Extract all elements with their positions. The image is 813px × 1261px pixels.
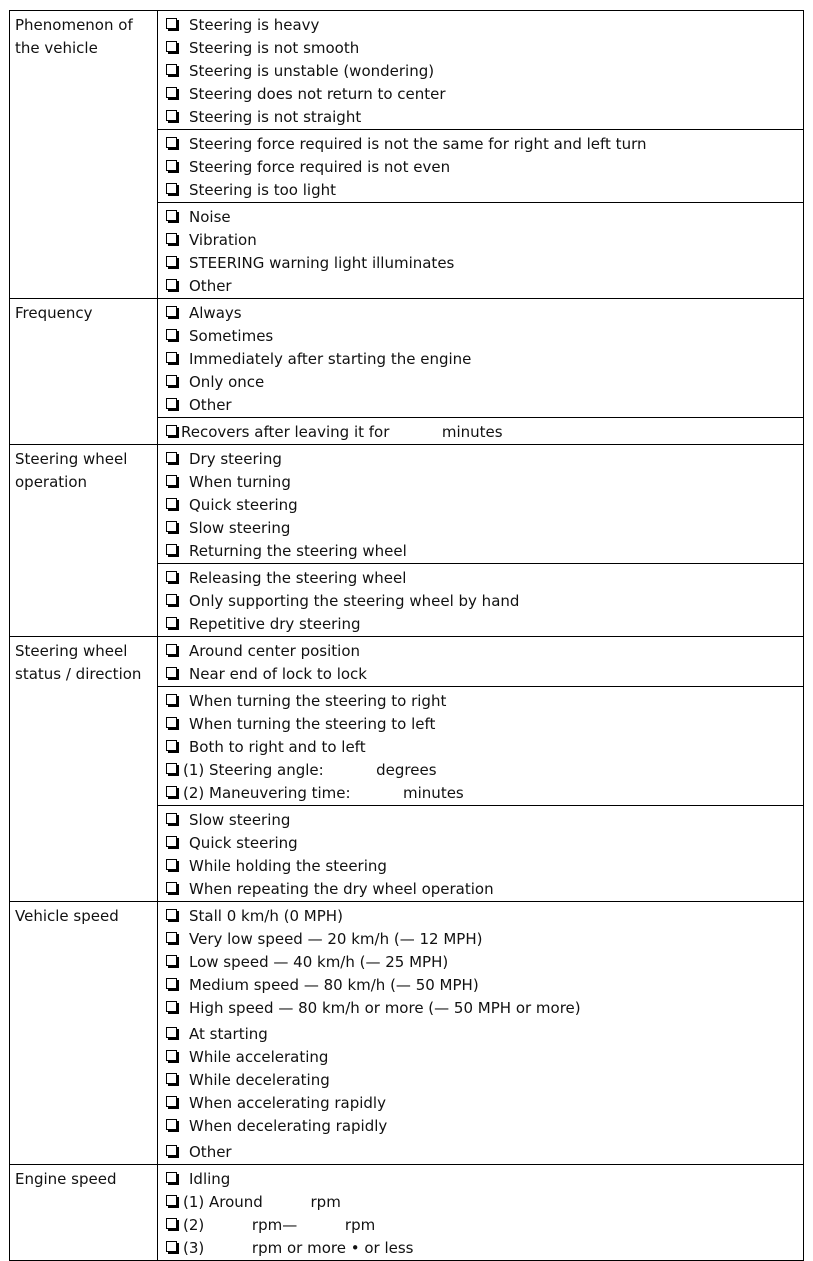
option-label: Steering is not smooth	[189, 38, 360, 57]
checkbox-option[interactable]	[166, 927, 803, 950]
section-label: Vehicle speed	[10, 902, 158, 1164]
checkbox-icon[interactable]	[166, 1001, 177, 1012]
checkbox-icon[interactable]	[166, 1145, 177, 1156]
option-label: Noise	[189, 207, 231, 226]
checkbox-option[interactable]	[166, 539, 803, 562]
option-label: Vibration	[189, 230, 257, 249]
option-label: While holding the steering	[189, 856, 387, 875]
option-label: Recovers after leaving it for minutes	[181, 422, 503, 441]
option-label: Other	[189, 1142, 232, 1161]
checkbox-option[interactable]	[166, 420, 803, 443]
checkbox-option[interactable]	[166, 973, 803, 996]
checkbox-option[interactable]	[166, 470, 803, 493]
option-group	[158, 563, 803, 636]
checkbox-icon[interactable]	[166, 955, 177, 966]
checkbox-icon[interactable]	[166, 352, 177, 363]
checkbox-icon[interactable]	[166, 256, 177, 267]
checkbox-option[interactable]	[166, 301, 803, 324]
option-label: Low speed — 40 km/h (— 25 MPH)	[189, 952, 449, 971]
checkbox-icon[interactable]	[166, 210, 177, 221]
checkbox-icon[interactable]	[166, 786, 177, 797]
section-vehicle-speed	[10, 901, 803, 1164]
checkbox-icon[interactable]	[166, 571, 177, 582]
checkbox-option[interactable]	[166, 228, 803, 251]
option-label: Steering is too light	[189, 180, 336, 199]
options-column	[158, 11, 803, 298]
checkbox-icon[interactable]	[166, 932, 177, 943]
option-label: When decelerating rapidly	[189, 1116, 388, 1135]
checkbox-icon[interactable]	[166, 1096, 177, 1107]
checkbox-icon[interactable]	[166, 836, 177, 847]
checkbox-icon[interactable]	[166, 41, 177, 52]
option-group	[158, 299, 803, 417]
option-label: (1) Steering angle: degrees	[183, 760, 437, 779]
checkbox-icon[interactable]	[166, 594, 177, 605]
checklist-table	[9, 10, 804, 1261]
checkbox-icon[interactable]	[166, 375, 177, 386]
checkbox-icon[interactable]	[166, 1050, 177, 1061]
option-group	[158, 902, 803, 1164]
checkbox-option[interactable]	[166, 854, 803, 877]
checkbox-icon[interactable]	[166, 64, 177, 75]
checkbox-option[interactable]	[166, 251, 803, 274]
checkbox-icon[interactable]	[166, 1195, 177, 1206]
option-label: Only once	[189, 372, 265, 391]
option-label: Both to right and to left	[189, 737, 366, 756]
option-label: Near end of lock to lock	[189, 664, 367, 683]
checkbox-option[interactable]	[166, 178, 803, 201]
checkbox-icon[interactable]	[166, 859, 177, 870]
option-label: (2) rpm— rpm	[183, 1215, 376, 1234]
option-group	[158, 11, 803, 129]
option-label: When accelerating rapidly	[189, 1093, 386, 1112]
checkbox-icon[interactable]	[166, 644, 177, 655]
option-group	[158, 445, 803, 563]
options-column	[158, 299, 803, 444]
option-label: When repeating the dry wheel operation	[189, 879, 494, 898]
section-frequency	[10, 298, 803, 444]
checkbox-option[interactable]	[166, 712, 803, 735]
checkbox-option[interactable]	[166, 808, 803, 831]
option-label: When turning the steering to left	[189, 714, 436, 733]
checkbox-icon[interactable]	[166, 475, 177, 486]
section-label: Steering wheel operation	[10, 445, 158, 636]
checkbox-icon[interactable]	[166, 909, 177, 920]
checkbox-option[interactable]	[166, 1114, 803, 1137]
checkbox-icon[interactable]	[166, 717, 177, 728]
options-column	[158, 637, 803, 901]
checkbox-icon[interactable]	[166, 137, 177, 148]
section-wheel-operation	[10, 444, 803, 636]
checkbox-option[interactable]	[166, 566, 803, 589]
checkbox-icon[interactable]	[166, 544, 177, 555]
checkbox-option[interactable]	[166, 13, 803, 36]
option-label: When turning the steering to right	[189, 691, 447, 710]
checkbox-option[interactable]	[166, 1236, 803, 1259]
checkbox-option[interactable]	[166, 493, 803, 516]
checkbox-icon[interactable]	[166, 160, 177, 171]
checkbox-icon[interactable]	[166, 279, 177, 290]
checkbox-icon[interactable]	[166, 87, 177, 98]
checkbox-icon[interactable]	[166, 1027, 177, 1038]
checkbox-option[interactable]	[166, 950, 803, 973]
option-label: (3) rpm or more • or less	[183, 1238, 414, 1257]
option-label: High speed — 80 km/h or more (— 50 MPH or more)	[189, 998, 581, 1017]
checkbox-icon[interactable]	[166, 1218, 177, 1229]
option-label: Very low speed — 20 km/h (— 12 MPH)	[189, 929, 483, 948]
checkbox-icon[interactable]	[166, 1073, 177, 1084]
checkbox-option[interactable]	[166, 689, 803, 712]
checkbox-option[interactable]	[166, 904, 803, 927]
checkbox-icon[interactable]	[166, 18, 177, 29]
option-label: Repetitive dry steering	[189, 614, 361, 633]
options-column	[158, 1165, 803, 1260]
checkbox-option[interactable]	[166, 155, 803, 178]
checkbox-option[interactable]	[166, 612, 803, 635]
option-group	[158, 129, 803, 202]
option-label: Dry steering	[189, 449, 282, 468]
option-label: Stall 0 km/h (0 MPH)	[189, 906, 343, 925]
checkbox-icon[interactable]	[166, 740, 177, 751]
option-group	[158, 1165, 803, 1260]
checkbox-option[interactable]	[166, 447, 803, 470]
option-label: Steering is unstable (wondering)	[189, 61, 435, 80]
checkbox-option[interactable]	[166, 781, 803, 804]
option-label: Returning the steering wheel	[189, 541, 407, 560]
options-column	[158, 445, 803, 636]
option-group	[158, 202, 803, 298]
option-label: Only supporting the steering wheel by hand	[189, 591, 520, 610]
checkbox-icon[interactable]	[166, 1172, 177, 1183]
checkbox-icon[interactable]	[166, 110, 177, 121]
option-group	[158, 417, 803, 444]
option-label: Quick steering	[189, 833, 298, 852]
option-label: Steering is heavy	[189, 15, 320, 34]
checkbox-option[interactable]	[166, 82, 803, 105]
checkbox-option[interactable]	[166, 1045, 803, 1068]
option-label: Slow steering	[189, 810, 291, 829]
checkbox-icon[interactable]	[166, 425, 177, 436]
checkbox-option[interactable]	[166, 1190, 803, 1213]
checkbox-icon[interactable]	[166, 329, 177, 340]
option-label: Releasing the steering wheel	[189, 568, 407, 587]
checkbox-option[interactable]	[166, 831, 803, 854]
checkbox-icon[interactable]	[166, 233, 177, 244]
checkbox-icon[interactable]	[166, 1241, 177, 1252]
option-label: When turning	[189, 472, 291, 491]
checkbox-option[interactable]	[166, 1167, 803, 1190]
option-label: While accelerating	[189, 1047, 329, 1066]
option-label: Steering is not straight	[189, 107, 362, 126]
option-label: Idling	[189, 1169, 231, 1188]
option-label: Quick steering	[189, 495, 298, 514]
checkbox-icon[interactable]	[166, 882, 177, 893]
checkbox-option[interactable]	[166, 1140, 803, 1163]
option-label: Steering does not return to center	[189, 84, 446, 103]
checkbox-option[interactable]	[166, 59, 803, 82]
checkbox-option[interactable]	[166, 662, 803, 685]
option-label: STEERING warning light illuminates	[189, 253, 455, 272]
checkbox-option[interactable]	[166, 324, 803, 347]
checkbox-icon[interactable]	[166, 694, 177, 705]
section-label: Phenomenon of the vehicle	[10, 11, 158, 298]
option-label: (1) Around rpm	[183, 1192, 341, 1211]
section-phenomenon	[10, 11, 803, 298]
checkbox-option[interactable]	[166, 1022, 803, 1045]
checkbox-icon[interactable]	[166, 813, 177, 824]
checkbox-option[interactable]	[166, 1091, 803, 1114]
option-label: Slow steering	[189, 518, 291, 537]
section-label: Frequency	[10, 299, 158, 444]
checkbox-icon[interactable]	[166, 667, 177, 678]
checkbox-option[interactable]	[166, 1068, 803, 1091]
checkbox-icon[interactable]	[166, 452, 177, 463]
checkbox-icon[interactable]	[166, 398, 177, 409]
option-label: While decelerating	[189, 1070, 330, 1089]
checkbox-icon[interactable]	[166, 1119, 177, 1130]
checkbox-option[interactable]	[166, 105, 803, 128]
option-group	[158, 686, 803, 805]
option-label: At starting	[189, 1024, 268, 1043]
checkbox-option[interactable]	[166, 36, 803, 59]
checkbox-icon[interactable]	[166, 617, 177, 628]
option-label: Always	[189, 303, 242, 322]
option-group	[158, 805, 803, 901]
checkbox-option[interactable]	[166, 274, 803, 297]
checkbox-option[interactable]	[166, 205, 803, 228]
option-label: Steering force required is not even	[189, 157, 451, 176]
option-label: Around center position	[189, 641, 361, 660]
section-label: Engine speed	[10, 1165, 158, 1260]
option-label: Sometimes	[189, 326, 274, 345]
checkbox-option[interactable]	[166, 370, 803, 393]
checkbox-icon[interactable]	[166, 978, 177, 989]
option-label: Other	[189, 276, 232, 295]
option-label: (2) Maneuvering time: minutes	[183, 783, 464, 802]
option-group	[158, 637, 803, 686]
checkbox-icon[interactable]	[166, 183, 177, 194]
checkbox-option[interactable]	[166, 639, 803, 662]
option-label: Medium speed — 80 km/h (— 50 MPH)	[189, 975, 479, 994]
checkbox-option[interactable]	[166, 132, 803, 155]
checkbox-option[interactable]	[166, 393, 803, 416]
checkbox-option[interactable]	[166, 589, 803, 612]
option-label: Immediately after starting the engine	[189, 349, 472, 368]
checkbox-option[interactable]	[166, 996, 803, 1019]
checkbox-option[interactable]	[166, 758, 803, 781]
checkbox-icon[interactable]	[166, 306, 177, 317]
checkbox-option[interactable]	[166, 516, 803, 539]
checkbox-icon[interactable]	[166, 521, 177, 532]
checkbox-option[interactable]	[166, 877, 803, 900]
checkbox-option[interactable]	[166, 735, 803, 758]
option-label: Steering force required is not the same for right and left turn	[189, 134, 647, 153]
checkbox-option[interactable]	[166, 1213, 803, 1236]
checkbox-option[interactable]	[166, 347, 803, 370]
section-engine-speed	[10, 1164, 803, 1260]
option-label: Other	[189, 395, 232, 414]
checkbox-icon[interactable]	[166, 763, 177, 774]
section-wheel-status	[10, 636, 803, 901]
section-label: Steering wheel status / direction	[10, 637, 158, 901]
checkbox-icon[interactable]	[166, 498, 177, 509]
options-column	[158, 902, 803, 1164]
